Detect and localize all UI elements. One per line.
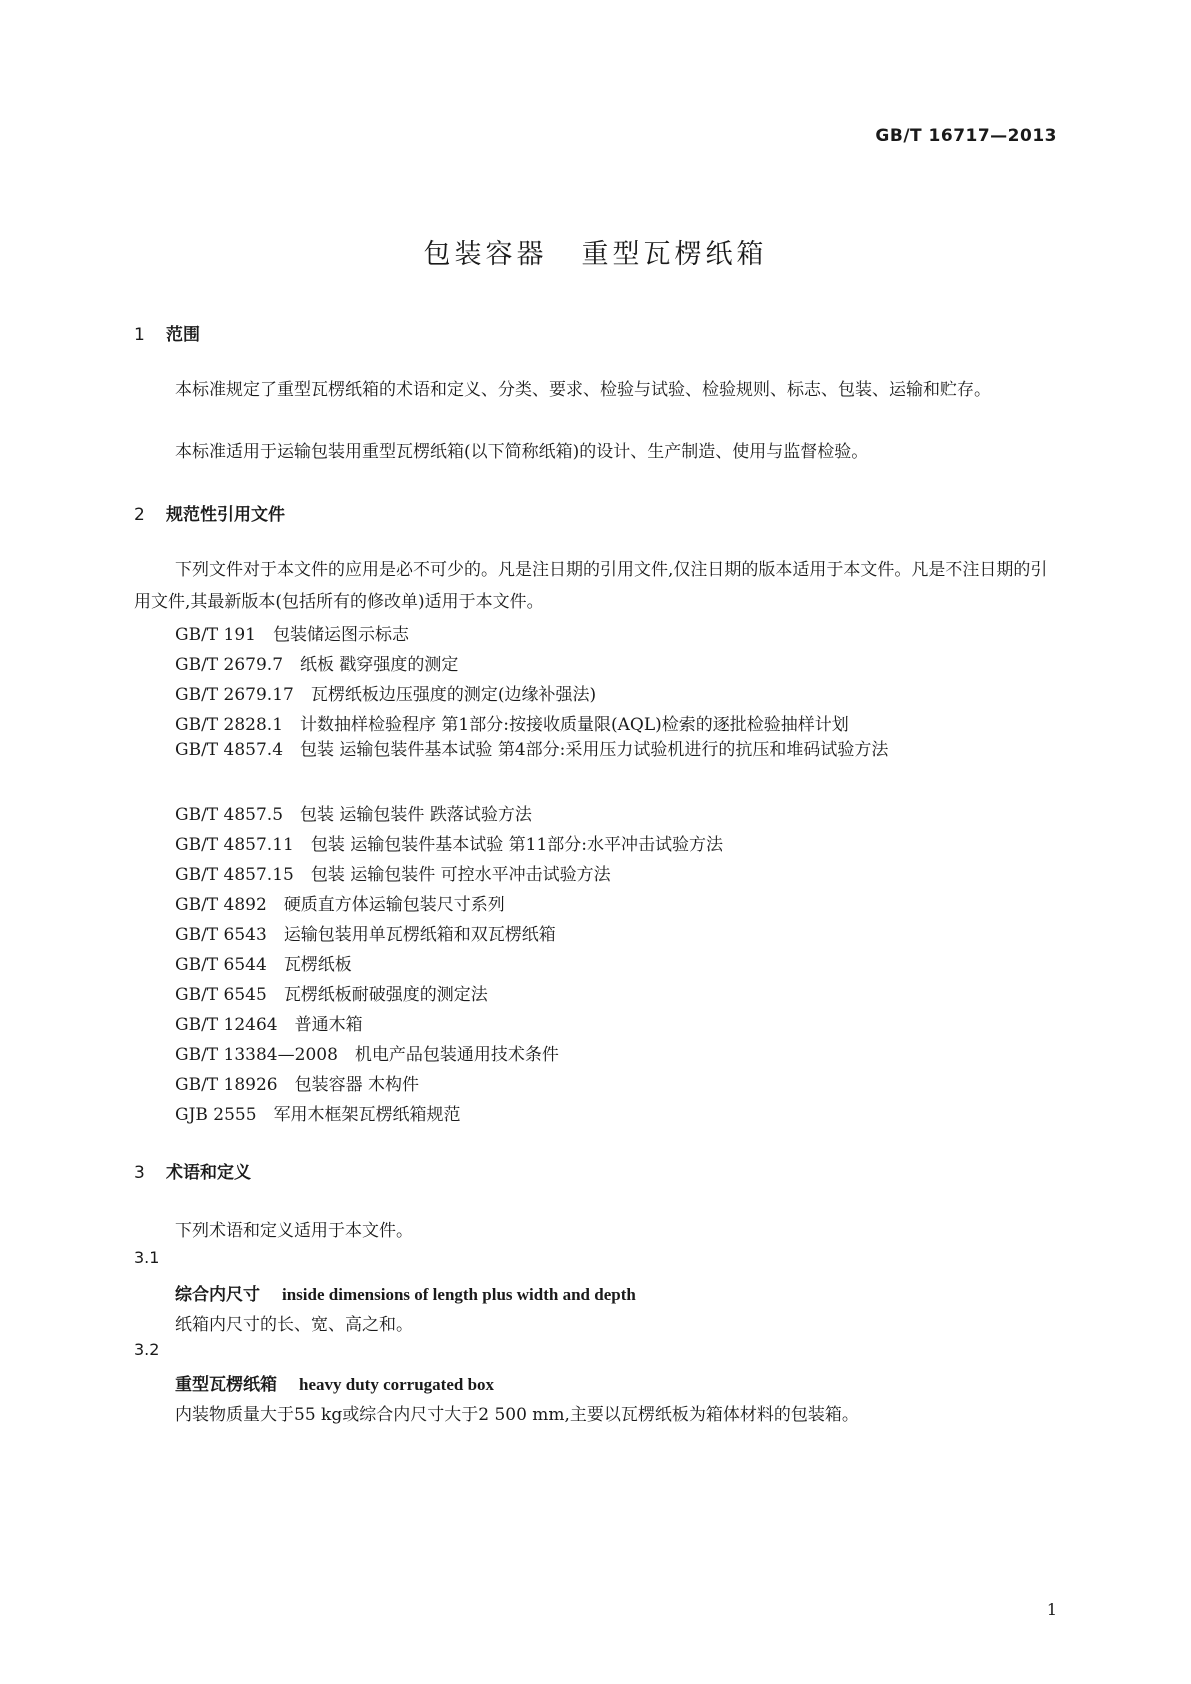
reference-title: 包装 运输包装件基本试验 第11部分:水平冲击试验方法 (310, 835, 724, 855)
reference-title: 包装 运输包装件 跌落试验方法 (300, 805, 532, 825)
title-part1: 包装容器 (423, 239, 548, 270)
references-intro: 下列文件对于本文件的应用是必不可少的。凡是注日期的引用文件,仅注日期的版本适用于本文件。凡是不注日期的引用文件,其最新版本(包括所有的修改单)适用于本文件。 (134, 560, 1048, 612)
reference-code: GB/T 6543 (175, 925, 267, 945)
reference-code: GB/T 4892 (175, 895, 267, 915)
terms-intro: 下列术语和定义适用于本文件。 (175, 1221, 413, 1241)
reference-title: 瓦楞纸板边压强度的测定(边缘补强法) (310, 685, 597, 705)
term-number: 3.1 (134, 1248, 160, 1267)
term-heading (175, 1280, 636, 1305)
reference-title: 军用木框架瓦楞纸箱规范 (273, 1105, 461, 1125)
reference-title: 纸板 戳穿强度的测定 (300, 655, 459, 675)
reference-code: GJB 2555 (175, 1105, 257, 1125)
section-3-heading (134, 1158, 251, 1183)
reference-item (175, 680, 596, 705)
reference-code: GB/T 4857.15 (175, 865, 294, 885)
section-title: 术语和定义 (166, 1163, 251, 1183)
reference-code: GB/T 12464 (175, 1015, 278, 1035)
section-2-heading (134, 500, 285, 525)
term-cn: 重型瓦楞纸箱 (175, 1375, 277, 1395)
section-title: 范围 (166, 325, 200, 345)
reference-title: 包装 运输包装件 可控水平冲击试验方法 (310, 865, 611, 885)
reference-item (175, 920, 556, 945)
reference-item (175, 1070, 419, 1095)
section-number: 1 (134, 325, 145, 345)
reference-code: GB/T 191 (175, 625, 256, 645)
reference-title: 计数抽样检验程序 第1部分:按接收质量限(AQL)检索的逐批检验抽样计划 (300, 715, 849, 735)
section-1-heading (134, 320, 200, 345)
reference-code: GB/T 4857.4 (175, 740, 284, 760)
reference-title: 包装容器 木构件 (294, 1075, 420, 1095)
section-number: 3 (134, 1163, 145, 1183)
reference-title: 硬质直方体运输包装尺寸系列 (283, 895, 505, 915)
reference-item (175, 620, 409, 645)
standard-number: GB/T 16717—2013 (875, 126, 1057, 146)
scope-paragraph-2: 本标准适用于运输包装用重型瓦楞纸箱(以下简称纸箱)的设计、生产制造、使用与监督检验。 (175, 442, 869, 462)
term-en: inside dimensions of length plus width and depth (282, 1285, 636, 1304)
reference-item (175, 1100, 461, 1125)
reference-code: GB/T 4857.5 (175, 805, 284, 825)
reference-code: GB/T 6544 (175, 955, 267, 975)
section-number: 2 (134, 505, 145, 525)
title-part2: 重型瓦楞纸箱 (581, 239, 768, 270)
reference-title: 普通木箱 (294, 1015, 363, 1035)
term-en: heavy duty corrugated box (299, 1375, 495, 1394)
reference-title: 瓦楞纸板耐破强度的测定法 (283, 985, 488, 1005)
page-number: 1 (1046, 1600, 1057, 1619)
reference-title: 包装储运图示标志 (273, 625, 409, 645)
reference-item (175, 1040, 559, 1065)
reference-title: 机电产品包装通用技术条件 (354, 1045, 559, 1065)
reference-item (175, 650, 458, 675)
term-number: 3.2 (134, 1340, 160, 1359)
reference-item (175, 860, 611, 885)
reference-code: GB/T 18926 (175, 1075, 278, 1095)
reference-code: GB/T 2679.7 (175, 655, 284, 675)
reference-item (175, 950, 352, 975)
reference-item (134, 734, 1060, 766)
term-definition: 纸箱内尺寸的长、宽、高之和。 (175, 1315, 413, 1335)
scope-paragraph-1: 本标准规定了重型瓦楞纸箱的术语和定义、分类、要求、检验与试验、检验规则、标志、包装、运输和贮存。 (175, 380, 991, 400)
reference-code: GB/T 2828.1 (175, 715, 284, 735)
section-title: 规范性引用文件 (166, 505, 285, 525)
page-title (0, 232, 1191, 271)
reference-item (175, 1010, 363, 1035)
term-cn: 综合内尺寸 (175, 1285, 260, 1305)
reference-item (175, 710, 849, 735)
reference-code: GB/T 2679.17 (175, 685, 294, 705)
reference-item (175, 830, 723, 855)
reference-title: 包装 运输包装件基本试验 第4部分:采用压力试验机进行的抗压和堆码试验方法 (300, 740, 889, 760)
reference-title: 运输包装用单瓦楞纸箱和双瓦楞纸箱 (283, 925, 556, 945)
reference-code: GB/T 4857.11 (175, 835, 294, 855)
term-definition: 内装物质量大于55 kg或综合内尺寸大于2 500 mm,主要以瓦楞纸板为箱体材料的包装箱。 (175, 1405, 859, 1425)
reference-title: 瓦楞纸板 (283, 955, 352, 975)
reference-item (175, 800, 532, 825)
reference-code: GB/T 13384—2008 (175, 1045, 338, 1065)
reference-code: GB/T 6545 (175, 985, 267, 1005)
reference-item (175, 890, 505, 915)
reference-item (175, 980, 488, 1005)
term-heading (175, 1370, 494, 1395)
